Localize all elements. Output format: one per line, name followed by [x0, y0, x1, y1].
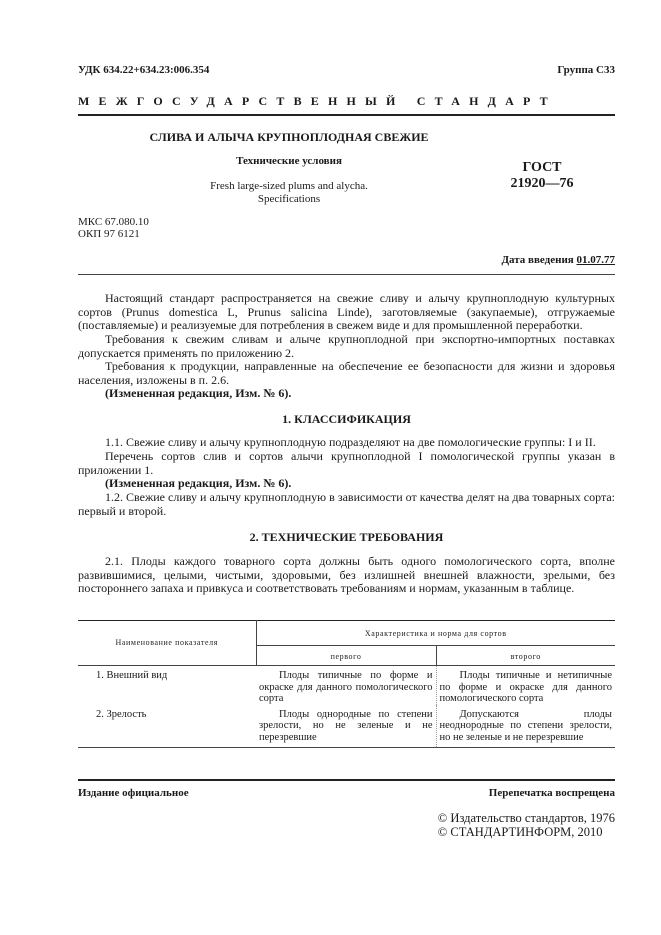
classification-codes	[78, 216, 149, 240]
title-block-rule	[78, 274, 615, 275]
english-title-line1: Fresh large-sized plums and alycha.	[210, 180, 368, 192]
gost-label: ГОСТ	[522, 160, 562, 175]
section-1-paragraph-2: Перечень сортов слив и сортов алычи крупноплодной I помологической группы указан в приложении 1.	[78, 449, 615, 477]
reprint-prohibited-label: Перепечатка воспрещена	[488, 787, 615, 799]
group-code: Группа С33	[557, 64, 615, 76]
document-subtitle: Технические условия	[236, 155, 342, 167]
copyright-line-1: © Издательство стандартов, 1976	[437, 811, 615, 825]
column-header-first: первого	[256, 645, 436, 665]
table-header-row	[78, 621, 615, 646]
udk-code: УДК 634.22+634.23:006.354	[78, 64, 210, 76]
section-1-paragraph-1: 1.1. Свежие сливу и алычу крупноплодную подразделяют на две помологические группы: I и II.	[105, 435, 596, 449]
section-2-paragraph-1: 2.1. Плоды каждого товарного сорта должны быть одного помологического сорта, вполне развившимися, целыми, чистыми, здоровыми, без излишней внешней влажности, зрелыми, без постороннего запаха и привкуса и соответствовать требованиям и нормам, указанным в таблице.	[78, 554, 615, 595]
gost-designation	[508, 160, 576, 192]
column-header-indicator: Наименование показателя	[78, 621, 256, 666]
copyright-block	[438, 811, 615, 839]
mks-code: МКС 67.080.10	[78, 216, 149, 228]
footer-rule	[78, 779, 615, 781]
section-1-heading: 1. КЛАССИФИКАЦИЯ	[282, 412, 411, 426]
section-2-heading: 2. ТЕХНИЧЕСКИЕ ТРЕБОВАНИЯ	[249, 530, 444, 544]
header-rule	[78, 114, 615, 116]
row-2-first: Плоды однородные по степени зрелости, но не зеленые и не перезревшие	[256, 705, 436, 748]
intro-amendment-note: (Измененная редакция, Изм. № 6).	[105, 386, 292, 400]
table-row	[78, 705, 615, 748]
intro-paragraph-2: Требования к свежим сливам и алыче крупноплодной при экспортно-импортных поставках допускается применять по приложению 2.	[78, 332, 615, 360]
column-header-group: Характеристика и норма для сортов	[256, 621, 615, 646]
intro-paragraph-1: Настоящий стандарт распространяется на свежие сливу и алычу крупноплодную культурных сортов (Prunus domestica L, Prunus salicina Linde), заготовляемые (закупаемые), отгружаемые (поставляемые) и реализуемые для потребления в свежем виде и для промышленной переработки.	[78, 291, 615, 332]
table-row	[78, 666, 615, 705]
english-title	[78, 180, 500, 206]
row-2-indicator: 2. Зрелость	[96, 708, 147, 720]
section-1-paragraph-3: 1.2. Свежие сливу и алычу крупноплодную в зависимости от качества делят на два товарных сорта: первый и второй.	[78, 490, 615, 518]
intro-paragraph-3: Требования к продукции, направленные на обеспечение ее безопасности для жизни и здоровья населения, изложены в п. 2.6.	[78, 359, 615, 387]
row-1-second: Плоды типичные и нетипичные по форме и окраске для данного помологического сорта	[439, 670, 612, 704]
column-header-second: второго	[436, 645, 615, 665]
row-2-second: Допускаются плоды неоднородные по степени зрелости, но не зеленые и не перезревшие	[439, 708, 612, 743]
gost-number: 21920—76	[510, 176, 574, 191]
row-1-indicator: 1. Внешний вид	[96, 670, 168, 681]
okp-code: ОКП 97 6121	[78, 228, 140, 240]
standard-banner: МЕЖГОСУДАРСТВЕННЫЙ СТАНДАРТ	[78, 94, 557, 108]
effective-date-label: Дата введения	[501, 254, 574, 266]
english-title-line2: Specifications	[257, 193, 321, 205]
effective-date	[501, 254, 615, 266]
row-1-first: Плоды типичные по форме и окраске для данного помологического сорта	[256, 666, 436, 705]
document-title: СЛИВА И АЛЫЧА КРУПНОПЛОДНАЯ СВЕЖИЕ	[149, 130, 429, 144]
official-edition-label: Издание официальное	[78, 787, 189, 799]
requirements-table	[78, 620, 615, 748]
effective-date-value: 01.07.77	[576, 254, 615, 266]
section-1-amendment-note: (Измененная редакция, Изм. № 6).	[105, 476, 292, 490]
copyright-line-2: © СТАНДАРТИНФОРМ, 2010	[437, 825, 603, 839]
